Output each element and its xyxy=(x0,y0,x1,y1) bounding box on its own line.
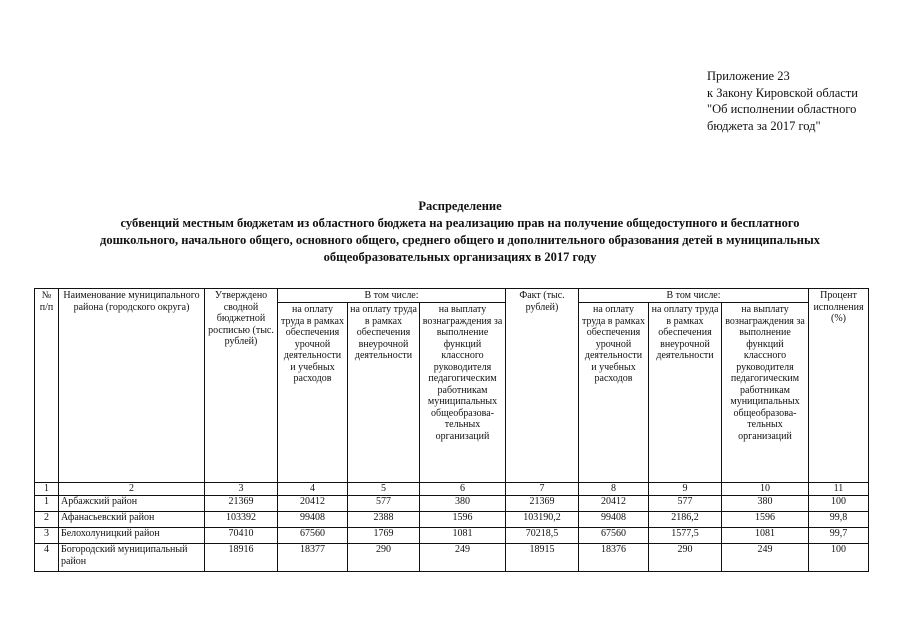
title-line: субвенций местным бюджетам из областного бюджета на реализацию прав на получение общедоступного и бесплатного xyxy=(120,216,800,230)
cell-approved-extracurricular: 290 xyxy=(348,544,420,572)
title-line: дошкольного, начального общего, основного общего, среднего общего и дополнительного образования детей в муниципальных xyxy=(100,233,820,247)
column-number: 6 xyxy=(420,483,506,496)
column-number: 8 xyxy=(579,483,649,496)
cell-approved-lessons: 99408 xyxy=(278,512,348,528)
title-heading: Распределение xyxy=(418,199,502,213)
cell-fact-extracurricular: 290 xyxy=(649,544,722,572)
column-number-row xyxy=(35,483,869,496)
cell-approved-lessons: 18377 xyxy=(278,544,348,572)
table-row xyxy=(35,544,869,572)
column-number: 5 xyxy=(348,483,420,496)
cell-approved-extracurricular: 2388 xyxy=(348,512,420,528)
cell-district: Богородский муниципальный район xyxy=(59,544,205,572)
header-sub-class-teacher: на выплату вознаграждения за выполнение функций классного руководителя педагогическим работникам муниципальных общеобразова-тельных организаций xyxy=(420,303,506,483)
cell-percent: 99,8 xyxy=(809,512,869,528)
appendix-line: "Об исполнении областного xyxy=(707,102,857,116)
column-number: 7 xyxy=(506,483,579,496)
cell-percent: 100 xyxy=(809,496,869,512)
cell-num: 3 xyxy=(35,528,59,544)
cell-district: Белохолуницкий район xyxy=(59,528,205,544)
cell-fact-lessons: 67560 xyxy=(579,528,649,544)
cell-approved: 18916 xyxy=(205,544,278,572)
cell-fact-class-teacher: 1596 xyxy=(722,512,809,528)
column-number: 4 xyxy=(278,483,348,496)
cell-fact-lessons: 99408 xyxy=(579,512,649,528)
cell-district: Афанасьевский район xyxy=(59,512,205,528)
cell-approved: 103392 xyxy=(205,512,278,528)
cell-approved-class-teacher: 1081 xyxy=(420,528,506,544)
title-line: общеобразовательных организациях в 2017 году xyxy=(323,250,597,264)
cell-fact: 21369 xyxy=(506,496,579,512)
column-number: 9 xyxy=(649,483,722,496)
cell-approved-lessons: 67560 xyxy=(278,528,348,544)
appendix-line: Приложение 23 xyxy=(707,69,790,83)
header-name: Наименование муниципального района (городского округа) xyxy=(59,289,205,483)
appendix-note xyxy=(707,68,858,134)
header-sub-extracurricular: на оплату труда в рамках обеспечения внеурочной деятельности xyxy=(649,303,722,483)
cell-percent: 100 xyxy=(809,544,869,572)
cell-fact: 70218,5 xyxy=(506,528,579,544)
table-row xyxy=(35,496,869,512)
column-number: 2 xyxy=(59,483,205,496)
header-fact: Факт (тыс. рублей) xyxy=(506,289,579,483)
cell-num: 1 xyxy=(35,496,59,512)
cell-fact: 103190,2 xyxy=(506,512,579,528)
header-approved: Утверждено сводной бюджетной росписью (тыс. рублей) xyxy=(205,289,278,483)
column-number: 11 xyxy=(809,483,869,496)
column-number: 3 xyxy=(205,483,278,496)
header-percent: Процент исполнения (%) xyxy=(809,289,869,483)
cell-approved: 70410 xyxy=(205,528,278,544)
cell-fact-extracurricular: 577 xyxy=(649,496,722,512)
cell-approved: 21369 xyxy=(205,496,278,512)
header-sub-class-teacher: на выплату вознаграждения за выполнение функций классного руководителя педагогическим работникам муниципальных общеобразова-тельных организаций xyxy=(722,303,809,483)
cell-fact-extracurricular: 2186,2 xyxy=(649,512,722,528)
column-number: 1 xyxy=(35,483,59,496)
cell-approved-class-teacher: 249 xyxy=(420,544,506,572)
cell-fact-extracurricular: 1577,5 xyxy=(649,528,722,544)
header-including-fact: В том числе: xyxy=(579,289,809,303)
cell-num: 4 xyxy=(35,544,59,572)
cell-district: Арбажский район xyxy=(59,496,205,512)
table-row xyxy=(35,528,869,544)
cell-fact-lessons: 18376 xyxy=(579,544,649,572)
cell-fact: 18915 xyxy=(506,544,579,572)
cell-percent: 99,7 xyxy=(809,528,869,544)
cell-fact-lessons: 20412 xyxy=(579,496,649,512)
cell-fact-class-teacher: 1081 xyxy=(722,528,809,544)
appendix-line: к Закону Кировской области xyxy=(707,85,858,100)
header-num: № п/п xyxy=(35,289,59,483)
cell-approved-extracurricular: 1769 xyxy=(348,528,420,544)
cell-num: 2 xyxy=(35,512,59,528)
header-including-approved: В том числе: xyxy=(278,289,506,303)
header-sub-lessons: на оплату труда в рамках обеспечения урочной деятельности и учебных расходов xyxy=(278,303,348,483)
header-sub-lessons: на оплату труда в рамках обеспечения урочной деятельности и учебных расходов xyxy=(579,303,649,483)
subsidy-table xyxy=(34,288,869,572)
document-title xyxy=(30,198,890,266)
cell-fact-class-teacher: 380 xyxy=(722,496,809,512)
cell-approved-class-teacher: 380 xyxy=(420,496,506,512)
cell-approved-lessons: 20412 xyxy=(278,496,348,512)
appendix-line: бюджета за 2017 год" xyxy=(707,118,821,133)
cell-approved-extracurricular: 577 xyxy=(348,496,420,512)
column-number: 10 xyxy=(722,483,809,496)
cell-approved-class-teacher: 1596 xyxy=(420,512,506,528)
header-sub-extracurricular: на оплату труда в рамках обеспечения внеурочной деятельности xyxy=(348,303,420,483)
table-row xyxy=(35,512,869,528)
cell-fact-class-teacher: 249 xyxy=(722,544,809,572)
